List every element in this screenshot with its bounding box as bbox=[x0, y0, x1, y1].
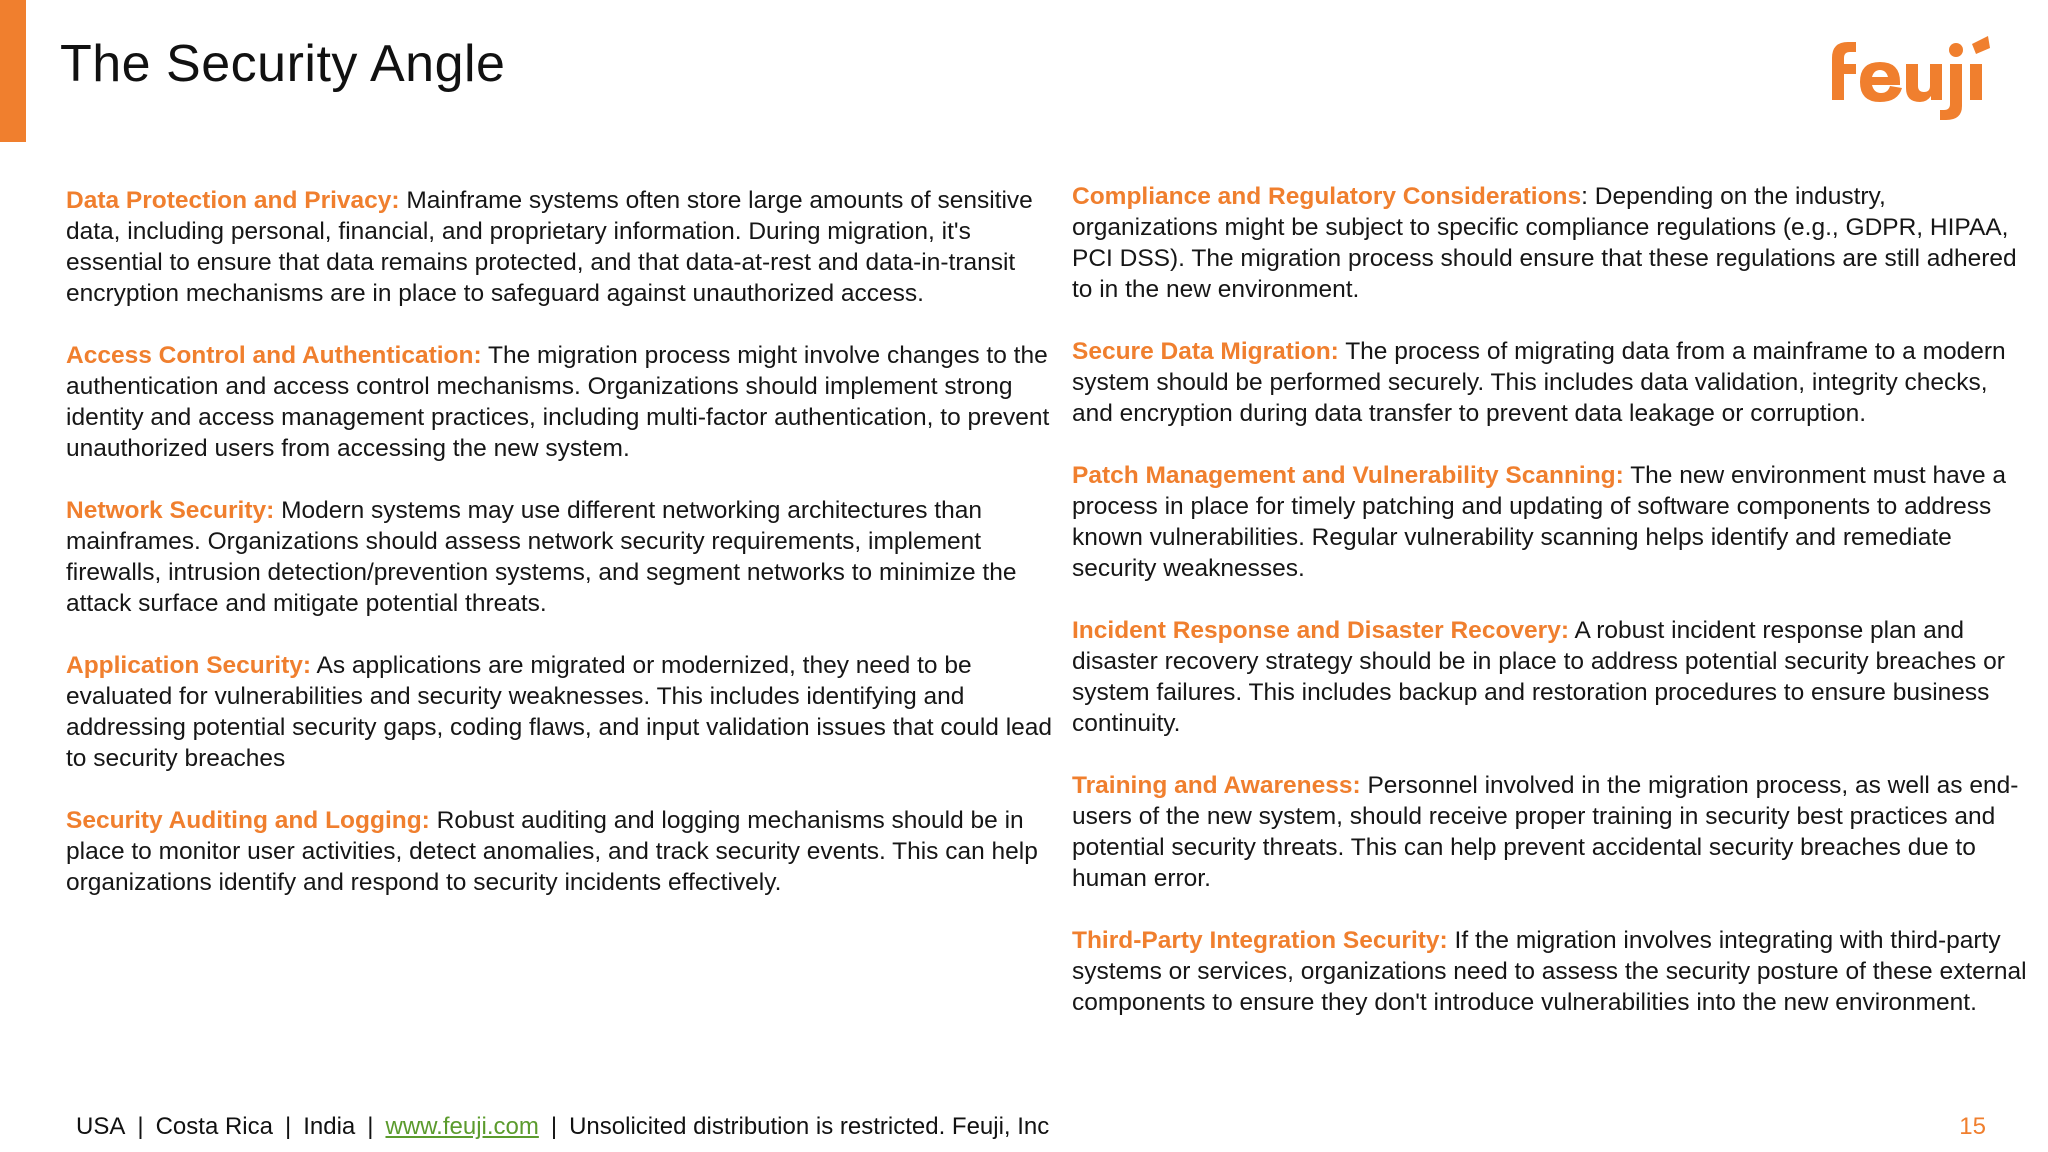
footer bbox=[76, 1113, 1049, 1141]
item-heading: Compliance and Regulatory Considerations bbox=[1072, 183, 1582, 210]
item-heading: Incident Response and Disaster Recovery: bbox=[1072, 617, 1569, 644]
right-column bbox=[1072, 181, 2032, 1049]
page-title: The Security Angle bbox=[60, 35, 506, 93]
footer-separator: | bbox=[284, 1113, 292, 1140]
list-item bbox=[66, 185, 1066, 309]
item-heading: Training and Awareness: bbox=[1072, 772, 1361, 799]
footer-location-usa: USA bbox=[76, 1113, 126, 1140]
item-body: Mainframe systems often store large amounts of sensitive data, including personal, financial, and proprietary information. During migration, it's essential to ensure that data remains protected, and that data-at-rest and data-in-transit encryption mechanisms are in place to safeguard against unauthorized access. bbox=[66, 187, 1033, 307]
item-body: The new environment must have a process in place for timely patching and updating of software components to address known vulnerabilities. Regular vulnerability scanning helps identify and remediate security weaknesses. bbox=[1072, 462, 2007, 582]
item-heading: Access Control and Authentication: bbox=[66, 342, 482, 369]
website-link[interactable]: www.feuji.com bbox=[385, 1113, 539, 1140]
item-heading: Third-Party Integration Security: bbox=[1072, 927, 1448, 954]
list-item bbox=[66, 495, 1066, 619]
feuji-logo-mark bbox=[1818, 22, 2010, 122]
item-body: : Depending on the industry, organizations might be subject to specific compliance regulations (e.g., GDPR, HIPAA, PCI DSS). The migration process should ensure that these regulations are still adhered to in the new environment. bbox=[1072, 183, 2017, 303]
list-item bbox=[66, 650, 1066, 774]
item-heading: Secure Data Migration: bbox=[1072, 338, 1339, 365]
list-item bbox=[1072, 181, 2032, 305]
footer-separator: | bbox=[137, 1113, 144, 1140]
footer-separator: | bbox=[367, 1113, 374, 1140]
title-accent-bar bbox=[0, 0, 26, 142]
item-heading: Network Security: bbox=[66, 497, 275, 524]
footer-location-india: India bbox=[303, 1113, 356, 1140]
item-body: The migration process might involve changes to the authentication and access control mechanisms. Organizations should implement strong identity and access management practices, including multi-factor authentication, to prevent unauthorized users from accessing the new system. bbox=[66, 342, 1050, 462]
list-item bbox=[1072, 460, 2032, 584]
item-body: Personnel involved in the migration process, as well as end-users of the new system, should receive proper training in security best practices and potential security threats. This can help prevent accidental security breaches due to human error. bbox=[1072, 772, 2019, 892]
item-body: The process of migrating data from a mainframe to a modern system should be performed securely. This includes data validation, integrity checks, and encryption during data transfer to prevent data leakage or corruption. bbox=[1072, 338, 2006, 427]
list-item bbox=[1072, 925, 2032, 1018]
item-body: A robust incident response plan and disaster recovery strategy should be in place to address potential security breaches or system failures. This includes backup and restoration procedures to ensure business continuity. bbox=[1072, 617, 2005, 737]
list-item bbox=[1072, 770, 2032, 894]
item-body: As applications are migrated or modernized, they need to be evaluated for vulnerabilities and security weaknesses. This includes identifying and addressing potential security gaps, coding flaws, and input validation issues that could lead to security breaches bbox=[66, 652, 1053, 772]
list-item bbox=[66, 805, 1066, 898]
feuji-logo bbox=[1818, 22, 2010, 122]
item-body: Robust auditing and logging mechanisms should be in place to monitor user activities, detect anomalies, and track security events. This can help organizations identify and respond to security incidents effectively. bbox=[66, 807, 1038, 896]
list-item bbox=[1072, 615, 2032, 739]
item-heading: Application Security: bbox=[66, 652, 312, 679]
footer-notice: Unsolicited distribution is restricted. Feuji, Inc bbox=[569, 1113, 1050, 1140]
page-number: 15 bbox=[1959, 1113, 1986, 1140]
item-heading: Security Auditing and Logging: bbox=[66, 807, 430, 834]
item-heading: Data Protection and Privacy: bbox=[66, 187, 400, 214]
footer-location-costa-rica: Costa Rica bbox=[155, 1113, 273, 1140]
list-item bbox=[1072, 336, 2032, 429]
item-body: If the migration involves integrating with third-party systems or services, organizations need to assess the security posture of these external components to ensure they don't introduce vulnerabilities into the new environment. bbox=[1072, 927, 2027, 1016]
left-column bbox=[66, 185, 1066, 929]
item-heading: Patch Management and Vulnerability Scanning: bbox=[1072, 462, 1624, 489]
list-item bbox=[66, 340, 1066, 464]
footer-separator: | bbox=[550, 1113, 558, 1140]
item-body: Modern systems may use different networking architectures than mainframes. Organizations should assess network security requirements, implement firewalls, intrusion detection/prevention systems, and segment networks to minimize the attack surface and mitigate potential threats. bbox=[66, 497, 1017, 617]
